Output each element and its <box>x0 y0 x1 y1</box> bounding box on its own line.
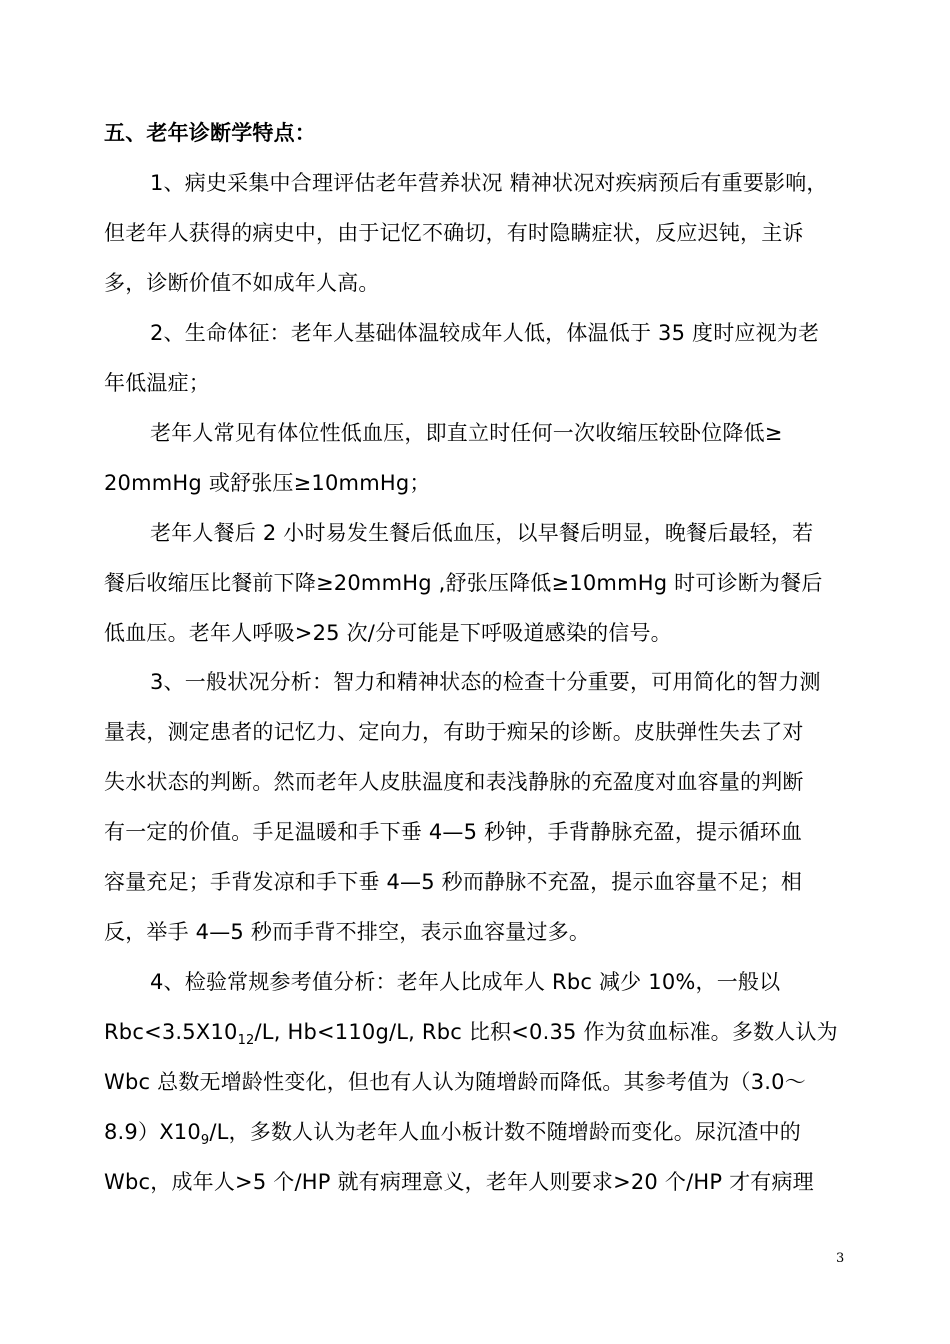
paragraph-line: 老年人常见有体位性低血压，即直立时任何一次收缩压较卧位降低≥ <box>150 421 783 445</box>
subscript: 9 <box>200 1133 210 1149</box>
paragraph-line: 量表，测定患者的记忆力、定向力，有助于痴呆的诊断。皮肤弹性失去了对 <box>104 720 804 744</box>
paragraph-line: 有一定的价值。手足温暖和手下垂 4—5 秒钟，手背静脉充盈，提示循环血 <box>104 820 803 844</box>
paragraph-line: 老年人餐后 2 小时易发生餐后低血压，以早餐后明显，晚餐后最轻，若 <box>150 521 814 545</box>
section-heading: 五、老年诊断学特点： <box>104 121 316 145</box>
page-number: 3 <box>836 1251 845 1266</box>
paragraph-line: Wbc 总数无增龄性变化，但也有人认为随增龄而降低。其参考值为（3.0～ <box>104 1070 806 1094</box>
paragraph-line: 低血压。老年人呼吸>25 次/分可能是下呼吸道感染的信号。 <box>104 621 672 645</box>
paragraph-line: 反，举手 4—5 秒而手背不排空，表示血容量过多。 <box>104 920 591 944</box>
paragraph-line: 4、检验常规参考值分析：老年人比成年人 Rbc 减少 10%，一般以 <box>150 970 781 994</box>
text-run: 8.9）X10 <box>104 1120 201 1144</box>
paragraph-line: Wbc，成年人>5 个/HP 就有病理意义，老年人则要求>20 个/HP 才有病理 <box>104 1170 814 1194</box>
paragraph-line: 失水状态的判断。然而老年人皮肤温度和表浅静脉的充盈度对血容量的判断 <box>104 770 804 794</box>
text-run: Rbc<3.5X10 <box>104 1020 238 1044</box>
text-run: /L，多数人认为老年人血小板计数不随增龄而变化。尿沉渣中的 <box>209 1120 801 1144</box>
paragraph-line: 3、一般状况分析：智力和精神状态的检查十分重要，可用简化的智力测 <box>150 670 821 694</box>
text-run: /L, Hb<110g/L, Rbc 比积<0.35 作为贫血标准。多数人认为 <box>254 1020 838 1044</box>
paragraph-line <box>104 1019 838 1049</box>
paragraph-line: 但老年人获得的病史中，由于记忆不确切，有时隐瞒症状，反应迟钝，主诉 <box>104 221 804 245</box>
paragraph-line: 年低温症； <box>104 371 210 395</box>
paragraph-line: 容量充足；手背发凉和手下垂 4—5 秒而静脉不充盈，提示血容量不足；相 <box>104 870 803 894</box>
subscript: 12 <box>237 1033 255 1049</box>
paragraph-line: 2、生命体征：老年人基础体温较成年人低，体温低于 35 度时应视为老 <box>150 321 820 345</box>
paragraph-line: 餐后收缩压比餐前下降≥20mmHg ,舒张压降低≥10mmHg 时可诊断为餐后 <box>104 571 823 595</box>
paragraph-line <box>104 1119 801 1149</box>
paragraph-line: 20mmHg 或舒张压≥10mmHg； <box>104 471 431 495</box>
paragraph-line: 多，诊断价值不如成年人高。 <box>104 271 380 295</box>
paragraph-line: 1、病史采集中合理评估老年营养状况 精神状况对疾病预后有重要影响， <box>150 171 828 195</box>
